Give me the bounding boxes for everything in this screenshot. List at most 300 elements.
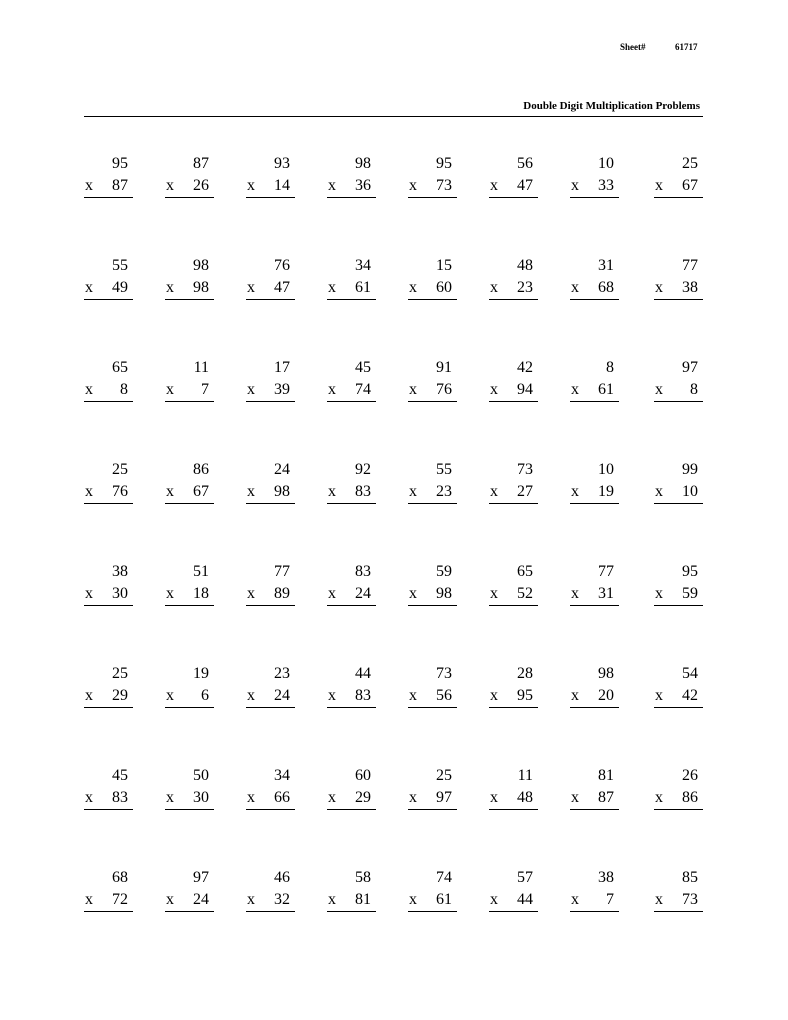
multiplier: 67 (193, 483, 209, 500)
multiplication-problem (246, 665, 295, 709)
multiplication-problem (165, 155, 214, 199)
multiplier: 36 (355, 177, 371, 194)
multiplier: 30 (193, 789, 209, 806)
multiplicand: 59 (436, 563, 452, 580)
multiplier: 10 (682, 483, 698, 500)
answer-line (246, 707, 295, 708)
answer-line (408, 401, 457, 402)
multiply-sign: x (655, 789, 663, 806)
multiply-sign: x (409, 279, 417, 296)
answer-line (654, 401, 703, 402)
answer-line (489, 503, 538, 504)
answer-line (489, 197, 538, 198)
multiplier: 72 (112, 891, 128, 908)
multiplier: 60 (436, 279, 452, 296)
multiplication-problem (570, 359, 619, 403)
multiplicand: 73 (517, 461, 533, 478)
answer-line (327, 197, 376, 198)
multiplier: 23 (436, 483, 452, 500)
multiply-sign: x (655, 279, 663, 296)
multiply-sign: x (166, 483, 174, 500)
multiply-sign: x (328, 381, 336, 398)
answer-line (654, 503, 703, 504)
multiply-sign: x (247, 279, 255, 296)
multiplicand: 15 (436, 257, 452, 274)
multiplicand: 92 (355, 461, 371, 478)
multiplication-problem (654, 767, 703, 811)
multiply-sign: x (409, 891, 417, 908)
multiplicand: 58 (355, 869, 371, 886)
answer-line (165, 401, 214, 402)
multiplicand: 23 (274, 665, 290, 682)
multiplicand: 28 (517, 665, 533, 682)
multiplicand: 45 (355, 359, 371, 376)
multiplication-problem (165, 563, 214, 607)
multiply-sign: x (409, 381, 417, 398)
answer-line (654, 911, 703, 912)
multiplicand: 77 (682, 257, 698, 274)
multiplier: 24 (193, 891, 209, 908)
multiplier: 26 (193, 177, 209, 194)
multiplier: 87 (112, 177, 128, 194)
multiplier: 66 (274, 789, 290, 806)
multiplication-problem (570, 869, 619, 913)
multiplicand: 25 (682, 155, 698, 172)
multiplication-problem (654, 869, 703, 913)
multiply-sign: x (328, 789, 336, 806)
multiplier: 68 (598, 279, 614, 296)
title-divider (84, 116, 703, 117)
multiplication-problem (570, 461, 619, 505)
multiplicand: 55 (112, 257, 128, 274)
multiplier: 56 (436, 687, 452, 704)
answer-line (165, 809, 214, 810)
answer-line (570, 911, 619, 912)
multiplicand: 17 (274, 359, 290, 376)
multiplier: 8 (120, 381, 128, 398)
multiplicand: 26 (682, 767, 698, 784)
multiply-sign: x (85, 585, 93, 602)
answer-line (570, 503, 619, 504)
multiplicand: 95 (682, 563, 698, 580)
multiply-sign: x (328, 483, 336, 500)
multiply-sign: x (409, 789, 417, 806)
answer-line (408, 299, 457, 300)
multiply-sign: x (490, 279, 498, 296)
multiplier: 86 (682, 789, 698, 806)
multiplication-problem (570, 155, 619, 199)
multiplicand: 48 (517, 257, 533, 274)
multiplication-problem (84, 665, 133, 709)
multiply-sign: x (490, 585, 498, 602)
answer-line (327, 605, 376, 606)
multiply-sign: x (571, 279, 579, 296)
multiplicand: 77 (274, 563, 290, 580)
multiplicand: 42 (517, 359, 533, 376)
multiply-sign: x (328, 687, 336, 704)
answer-line (84, 299, 133, 300)
answer-line (84, 401, 133, 402)
answer-line (327, 299, 376, 300)
multiplicand: 38 (598, 869, 614, 886)
multiplier: 83 (112, 789, 128, 806)
answer-line (84, 911, 133, 912)
multiply-sign: x (571, 585, 579, 602)
multiplicand: 60 (355, 767, 371, 784)
multiplier: 20 (598, 687, 614, 704)
multiplier: 81 (355, 891, 371, 908)
multiplicand: 95 (112, 155, 128, 172)
multiplier: 38 (682, 279, 698, 296)
multiply-sign: x (85, 687, 93, 704)
multiplicand: 85 (682, 869, 698, 886)
multiply-sign: x (328, 177, 336, 194)
multiplicand: 34 (274, 767, 290, 784)
multiply-sign: x (166, 891, 174, 908)
multiplicand: 73 (436, 665, 452, 682)
multiplicand: 51 (193, 563, 209, 580)
answer-line (570, 707, 619, 708)
multiplier: 83 (355, 483, 371, 500)
multiplier: 8 (690, 381, 698, 398)
multiplicand: 98 (193, 257, 209, 274)
multiply-sign: x (247, 789, 255, 806)
answer-line (489, 605, 538, 606)
multiplication-problem (654, 665, 703, 709)
multiplier: 6 (201, 687, 209, 704)
multiplier: 33 (598, 177, 614, 194)
answer-line (246, 911, 295, 912)
answer-line (489, 809, 538, 810)
multiplication-problem (489, 665, 538, 709)
answer-line (84, 707, 133, 708)
multiplier: 89 (274, 585, 290, 602)
multiplication-problem (408, 461, 457, 505)
multiplication-problem (327, 869, 376, 913)
multiplier: 29 (112, 687, 128, 704)
answer-line (570, 197, 619, 198)
multiplicand: 68 (112, 869, 128, 886)
answer-line (327, 503, 376, 504)
multiply-sign: x (247, 483, 255, 500)
multiplication-problem (408, 869, 457, 913)
multiplier: 98 (436, 585, 452, 602)
multiplier: 29 (355, 789, 371, 806)
multiplicand: 44 (355, 665, 371, 682)
multiplicand: 74 (436, 869, 452, 886)
multiplier: 47 (517, 177, 533, 194)
multiplier: 30 (112, 585, 128, 602)
multiplier: 76 (436, 381, 452, 398)
multiplicand: 54 (682, 665, 698, 682)
multiply-sign: x (247, 381, 255, 398)
multiplication-problem (408, 155, 457, 199)
multiply-sign: x (571, 789, 579, 806)
multiplication-problem (165, 461, 214, 505)
multiply-sign: x (571, 483, 579, 500)
multiply-sign: x (655, 483, 663, 500)
multiplicand: 76 (274, 257, 290, 274)
answer-line (327, 707, 376, 708)
multiplicand: 46 (274, 869, 290, 886)
multiplicand: 19 (193, 665, 209, 682)
multiplication-problem (246, 155, 295, 199)
multiply-sign: x (655, 687, 663, 704)
multiply-sign: x (490, 177, 498, 194)
multiplication-problem (327, 665, 376, 709)
multiplier: 83 (355, 687, 371, 704)
multiply-sign: x (166, 177, 174, 194)
multiplier: 98 (274, 483, 290, 500)
multiplication-problem (84, 359, 133, 403)
multiplicand: 34 (355, 257, 371, 274)
multiplication-problem (408, 257, 457, 301)
multiplication-problem (570, 665, 619, 709)
multiply-sign: x (328, 585, 336, 602)
multiplication-problem (84, 563, 133, 607)
multiplication-problem (246, 461, 295, 505)
multiply-sign: x (166, 687, 174, 704)
multiplication-problem (327, 155, 376, 199)
multiplicand: 77 (598, 563, 614, 580)
multiplicand: 57 (517, 869, 533, 886)
multiplier: 73 (436, 177, 452, 194)
multiplication-problem (327, 767, 376, 811)
multiply-sign: x (247, 585, 255, 602)
answer-line (408, 911, 457, 912)
multiply-sign: x (247, 687, 255, 704)
answer-line (246, 605, 295, 606)
multiplier: 87 (598, 789, 614, 806)
multiply-sign: x (85, 483, 93, 500)
multiplier: 49 (112, 279, 128, 296)
multiply-sign: x (490, 483, 498, 500)
answer-line (327, 809, 376, 810)
multiplication-problem (489, 563, 538, 607)
multiplier: 73 (682, 891, 698, 908)
multiply-sign: x (409, 177, 417, 194)
multiplication-problem (327, 359, 376, 403)
answer-line (570, 401, 619, 402)
multiplication-problem (654, 155, 703, 199)
multiply-sign: x (85, 381, 93, 398)
multiplication-problem (165, 869, 214, 913)
answer-line (570, 299, 619, 300)
multiply-sign: x (328, 891, 336, 908)
answer-line (165, 299, 214, 300)
multiplier: 14 (274, 177, 290, 194)
multiplication-problem (489, 257, 538, 301)
multiplier: 95 (517, 687, 533, 704)
answer-line (654, 299, 703, 300)
answer-line (246, 197, 295, 198)
multiplicand: 10 (598, 461, 614, 478)
multiply-sign: x (85, 891, 93, 908)
multiply-sign: x (166, 789, 174, 806)
multiplicand: 99 (682, 461, 698, 478)
multiply-sign: x (571, 891, 579, 908)
answer-line (246, 809, 295, 810)
multiplier: 7 (606, 891, 614, 908)
answer-line (489, 911, 538, 912)
answer-line (246, 401, 295, 402)
multiplier: 18 (193, 585, 209, 602)
multiplication-problem (489, 155, 538, 199)
multiply-sign: x (490, 891, 498, 908)
multiply-sign: x (490, 381, 498, 398)
multiplicand: 86 (193, 461, 209, 478)
answer-line (489, 707, 538, 708)
multiplicand: 55 (436, 461, 452, 478)
multiplication-problem (246, 563, 295, 607)
multiplication-problem (165, 359, 214, 403)
multiplier: 39 (274, 381, 290, 398)
multiplier: 42 (682, 687, 698, 704)
multiplicand: 8 (606, 359, 614, 376)
multiplication-problem (408, 767, 457, 811)
multiplier: 44 (517, 891, 533, 908)
answer-line (408, 809, 457, 810)
multiply-sign: x (655, 381, 663, 398)
multiplicand: 25 (112, 665, 128, 682)
multiplier: 67 (682, 177, 698, 194)
multiplication-problem (654, 461, 703, 505)
multiplicand: 31 (598, 257, 614, 274)
multiplier: 61 (355, 279, 371, 296)
multiplier: 31 (598, 585, 614, 602)
multiplier: 24 (355, 585, 371, 602)
multiply-sign: x (247, 177, 255, 194)
multiplicand: 98 (598, 665, 614, 682)
multiplication-problem (246, 257, 295, 301)
multiplication-problem (84, 767, 133, 811)
multiply-sign: x (409, 483, 417, 500)
multiplication-problem (489, 359, 538, 403)
multiplier: 94 (517, 381, 533, 398)
multiplicand: 50 (193, 767, 209, 784)
multiply-sign: x (655, 585, 663, 602)
answer-line (570, 605, 619, 606)
multiplier: 32 (274, 891, 290, 908)
multiplicand: 95 (436, 155, 452, 172)
multiply-sign: x (571, 381, 579, 398)
multiplicand: 45 (112, 767, 128, 784)
answer-line (408, 605, 457, 606)
multiply-sign: x (166, 585, 174, 602)
multiplier: 59 (682, 585, 698, 602)
multiplication-problem (84, 869, 133, 913)
sheet-label: Sheet# (620, 42, 646, 52)
multiplicand: 65 (517, 563, 533, 580)
multiply-sign: x (85, 279, 93, 296)
multiplicand: 38 (112, 563, 128, 580)
multiplication-problem (489, 869, 538, 913)
answer-line (246, 299, 295, 300)
multiplier: 76 (112, 483, 128, 500)
answer-line (327, 911, 376, 912)
answer-line (165, 503, 214, 504)
multiplicand: 87 (193, 155, 209, 172)
answer-line (489, 401, 538, 402)
answer-line (84, 809, 133, 810)
multiply-sign: x (655, 891, 663, 908)
multiply-sign: x (166, 381, 174, 398)
answer-line (489, 299, 538, 300)
answer-line (327, 401, 376, 402)
multiplication-problem (165, 767, 214, 811)
multiplier: 48 (517, 789, 533, 806)
multiplier: 27 (517, 483, 533, 500)
multiplicand: 10 (598, 155, 614, 172)
multiplication-problem (489, 767, 538, 811)
multiplication-problem (408, 359, 457, 403)
answer-line (570, 809, 619, 810)
multiplication-problem (165, 257, 214, 301)
multiplier: 7 (201, 381, 209, 398)
multiply-sign: x (247, 891, 255, 908)
multiplicand: 98 (355, 155, 371, 172)
sheet-number: 61717 (675, 42, 698, 52)
multiply-sign: x (490, 789, 498, 806)
answer-line (654, 605, 703, 606)
multiply-sign: x (571, 177, 579, 194)
multiplier: 19 (598, 483, 614, 500)
multiplication-problem (246, 767, 295, 811)
multiplicand: 83 (355, 563, 371, 580)
multiplication-problem (327, 563, 376, 607)
multiplication-problem (327, 461, 376, 505)
multiplier: 97 (436, 789, 452, 806)
multiply-sign: x (85, 177, 93, 194)
multiplicand: 11 (517, 767, 533, 784)
page-title: Double Digit Multiplication Problems (523, 100, 700, 112)
answer-line (165, 707, 214, 708)
multiply-sign: x (85, 789, 93, 806)
answer-line (408, 503, 457, 504)
multiply-sign: x (166, 279, 174, 296)
multiplication-problem (408, 563, 457, 607)
multiplicand: 11 (193, 359, 209, 376)
multiplication-problem (654, 359, 703, 403)
multiplicand: 81 (598, 767, 614, 784)
multiplication-problem (570, 257, 619, 301)
multiplicand: 25 (436, 767, 452, 784)
multiply-sign: x (409, 585, 417, 602)
answer-line (654, 707, 703, 708)
multiplication-problem (327, 257, 376, 301)
multiplication-problem (84, 257, 133, 301)
multiplier: 24 (274, 687, 290, 704)
multiply-sign: x (328, 279, 336, 296)
answer-line (654, 197, 703, 198)
multiplicand: 93 (274, 155, 290, 172)
multiplier: 74 (355, 381, 371, 398)
multiplier: 52 (517, 585, 533, 602)
multiplier: 61 (598, 381, 614, 398)
multiplier: 98 (193, 279, 209, 296)
answer-line (408, 197, 457, 198)
multiply-sign: x (571, 687, 579, 704)
multiplication-problem (246, 359, 295, 403)
multiply-sign: x (409, 687, 417, 704)
answer-line (165, 605, 214, 606)
multiplication-problem (408, 665, 457, 709)
multiplicand: 65 (112, 359, 128, 376)
answer-line (654, 809, 703, 810)
multiplication-problem (570, 767, 619, 811)
multiplicand: 25 (112, 461, 128, 478)
multiplier: 61 (436, 891, 452, 908)
